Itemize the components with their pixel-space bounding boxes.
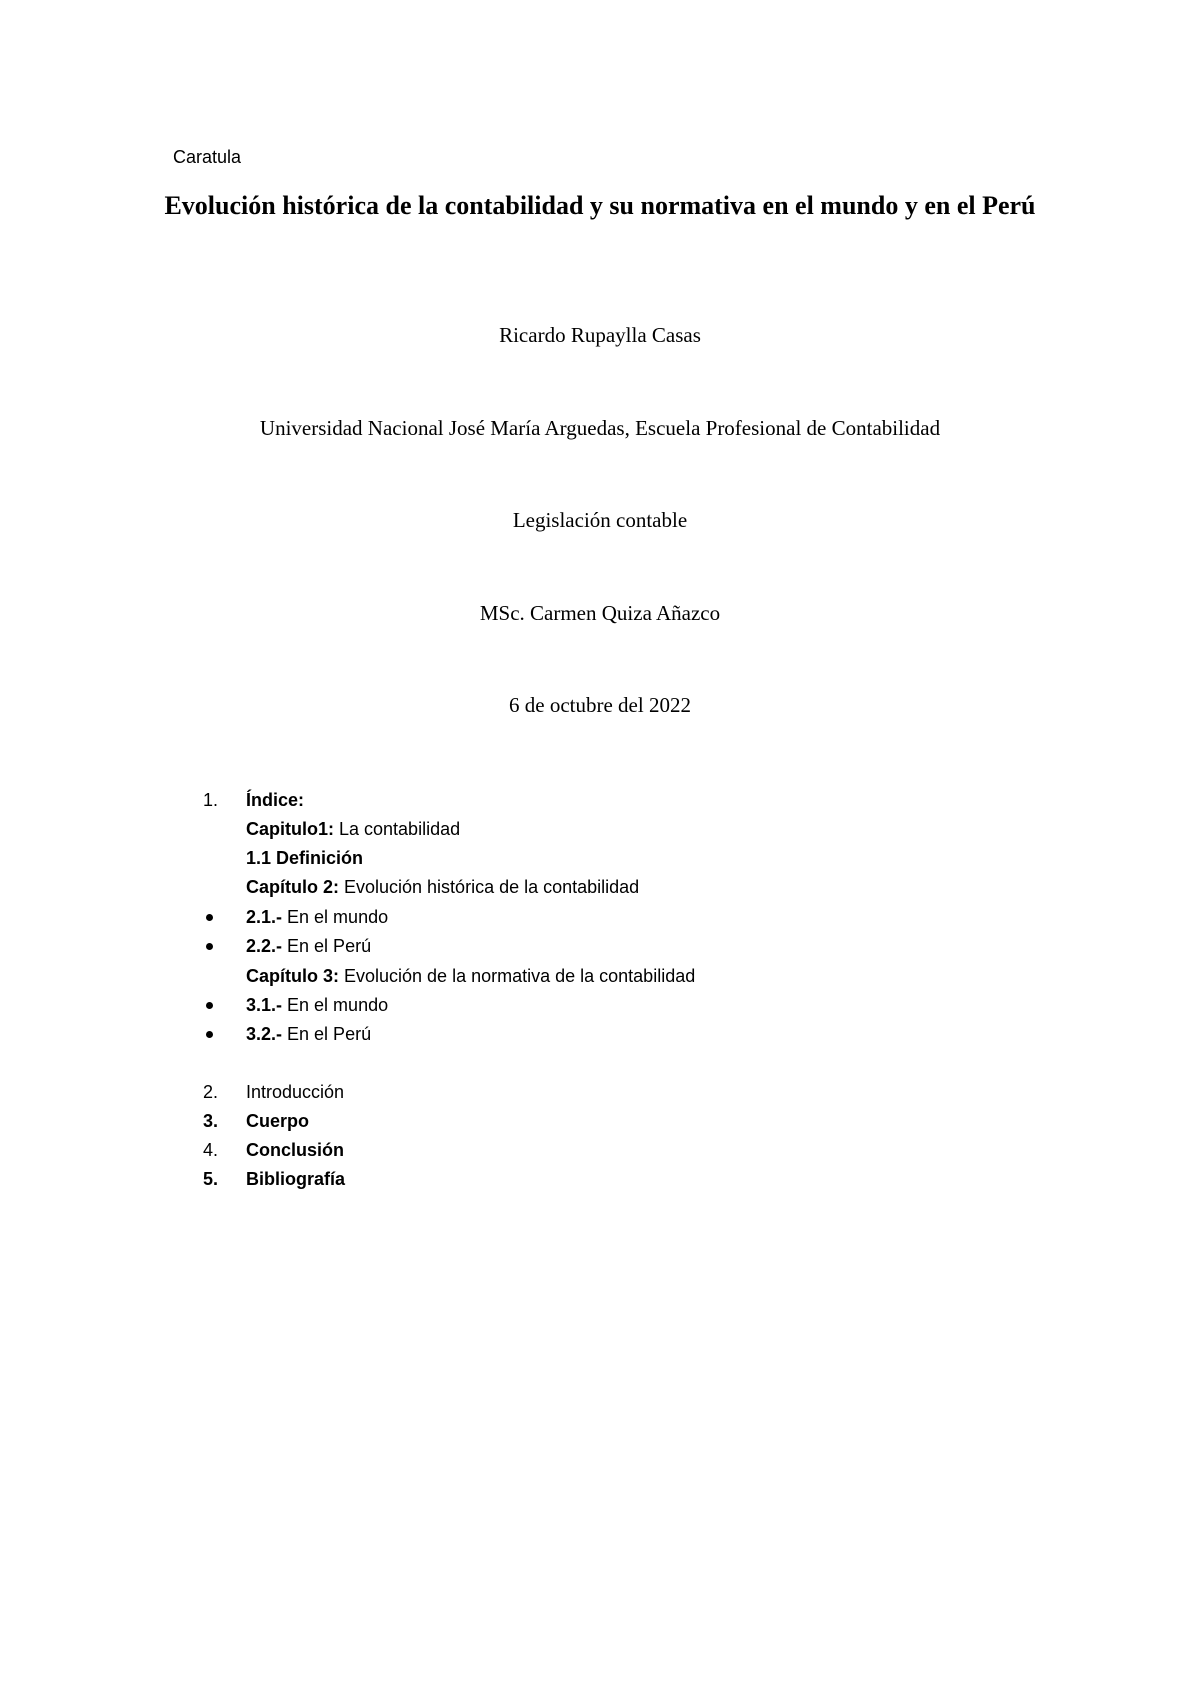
toc-number: 3. xyxy=(203,1111,219,1131)
section-text: En el Perú xyxy=(282,936,372,956)
author-name: Ricardo Rupaylla Casas xyxy=(499,323,701,347)
chapter-text: Evolución histórica de la contabilidad xyxy=(339,877,640,897)
bullet-icon xyxy=(206,1031,213,1038)
section-text: En el mundo xyxy=(282,995,389,1015)
section-text: En el Perú xyxy=(282,1024,372,1044)
chapter-text: Evolución de la normativa de la contabilidad xyxy=(339,966,696,986)
toc-number: 5. xyxy=(203,1169,219,1189)
toc-number: 4. xyxy=(203,1140,219,1160)
section-label: 2.1.- xyxy=(246,907,283,927)
document-title: Evolución histórica de la contabilidad y su normativa en el mundo y en el Perú xyxy=(164,191,1036,220)
chapter-label: Capítulo 2: xyxy=(246,877,339,897)
section-text: En el mundo xyxy=(282,907,389,927)
toc-label: Bibliografía xyxy=(246,1169,346,1189)
bullet-icon xyxy=(206,943,213,950)
toc-number: 2. xyxy=(203,1082,219,1102)
section-label: 3.2.- xyxy=(246,1024,283,1044)
toc-label: Introducción xyxy=(246,1082,345,1102)
instructor-name: MSc. Carmen Quiza Añazco xyxy=(479,601,721,625)
section-label: 3.1.- xyxy=(246,995,283,1015)
chapter-label: Capitulo1: xyxy=(246,819,334,839)
course-name: Legislación contable xyxy=(512,508,688,532)
toc-label: Conclusión xyxy=(246,1140,344,1160)
bullet-icon xyxy=(206,914,213,921)
institution-name: Universidad Nacional José María Arguedas, Escuela Profesional de Contabilidad xyxy=(259,416,941,440)
document-date: 6 de octubre del 2022 xyxy=(509,693,691,717)
section-label: 1.1 Definición xyxy=(246,848,364,868)
bullet-icon xyxy=(206,1002,213,1009)
section-label: 2.2.- xyxy=(246,936,283,956)
toc-label: Índice: xyxy=(246,790,305,810)
chapter-label: Capítulo 3: xyxy=(246,966,339,986)
toc-label: Cuerpo xyxy=(246,1111,309,1131)
header-label: Caratula xyxy=(173,147,242,167)
toc-number: 1. xyxy=(203,790,219,810)
chapter-text: La contabilidad xyxy=(334,819,461,839)
